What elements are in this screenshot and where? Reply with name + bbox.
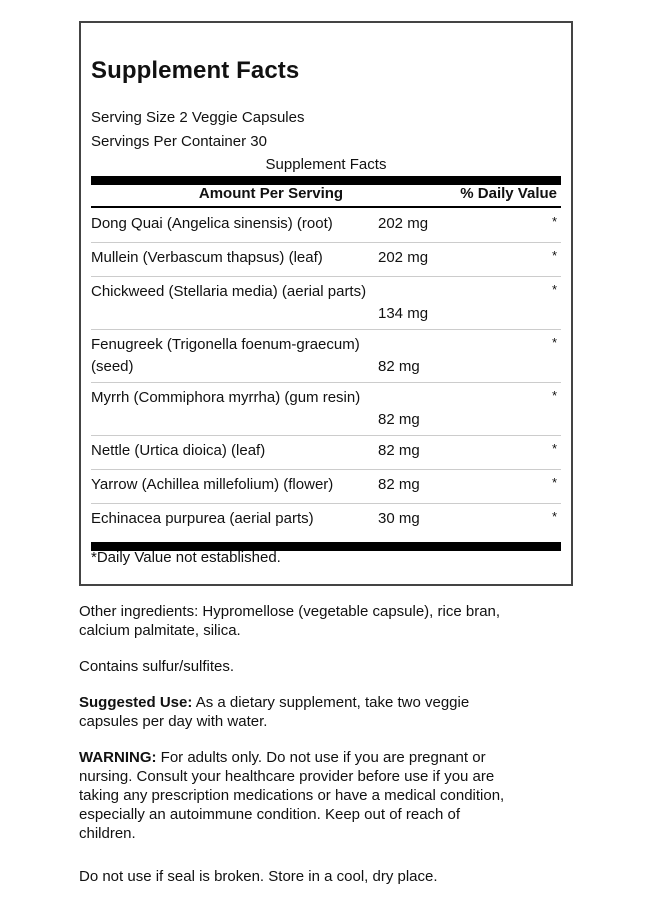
table-row [91, 330, 561, 383]
storage-text: Do not use if seal is broken. Store in a cool, dry place. [79, 868, 438, 885]
ingredient-name: Mullein (Verbascum thapsus) (leaf) [91, 249, 323, 266]
allergen-statement [79, 657, 579, 676]
table-caption: Supplement Facts [265, 156, 387, 173]
storage-instructions [79, 867, 579, 886]
suggested-use-text: As a dietary supplement, take two veggie [192, 694, 470, 711]
table-row [91, 209, 561, 243]
daily-value: * [551, 441, 557, 456]
warning-line-5: children. [79, 825, 136, 842]
daily-value: * [551, 214, 557, 229]
daily-value: * [551, 282, 557, 297]
serving-size: Serving Size 2 Veggie Capsules [91, 109, 305, 126]
daily-value: * [551, 248, 557, 263]
warning-text: For adults only. Do not use if you are pregnant or [156, 749, 486, 766]
ingredient-name: Myrrh (Commiphora myrrha) (gum resin) [91, 389, 361, 406]
ingredient-amount: 82 mg [378, 476, 420, 493]
ingredient-name: Fenugreek (Trigonella foenum-graecum) [91, 336, 360, 353]
table-row [91, 243, 561, 277]
supplement-facts-panel [79, 21, 573, 586]
other-ingredients-line-1: Other ingredients: Hypromellose (vegetable capsule), rice bran, [79, 603, 501, 620]
ingredient-amount: 30 mg [378, 510, 420, 527]
daily-value: * [551, 335, 557, 350]
suggested-use [79, 693, 579, 731]
other-ingredients-line-2: calcium palmitate, silica. [79, 622, 241, 639]
daily-value: * [551, 388, 557, 403]
ingredient-name: Dong Quai (Angelica sinensis) (root) [91, 215, 333, 232]
table-row [91, 277, 561, 330]
table-row [91, 383, 561, 436]
supplement-facts-content [91, 23, 561, 584]
panel-title: Supplement Facts [91, 57, 300, 84]
suggested-use-line-2: capsules per day with water. [79, 713, 268, 730]
warning-line-2: nursing. Consult your healthcare provider before use if you are [79, 768, 495, 785]
other-ingredients [79, 602, 579, 640]
header-divider [91, 206, 561, 208]
ingredient-amount: 82 mg [378, 442, 420, 459]
ingredient-amount: 202 mg [378, 249, 429, 266]
warning-label: WARNING: [79, 749, 157, 766]
warning-line-4: especially an autoimmune condition. Keep out of reach of [79, 806, 461, 823]
header-amount-per-serving: Amount Per Serving [198, 185, 344, 202]
ingredient-table [91, 209, 561, 537]
servings-per-container: Servings Per Container 30 [91, 133, 267, 150]
ingredient-name: Echinacea purpurea (aerial parts) [91, 510, 314, 527]
daily-value: * [551, 509, 557, 524]
warning-line-3: taking any prescription medications or have a medical condition, [79, 787, 505, 804]
suggested-use-label: Suggested Use: [79, 694, 193, 711]
table-row [91, 436, 561, 470]
ingredient-amount: 82 mg [378, 358, 420, 375]
ingredient-name: Yarrow (Achillea millefolium) (flower) [91, 476, 334, 493]
table-row [91, 470, 561, 504]
contains-text: Contains sulfur/sulfites. [79, 658, 235, 675]
ingredient-name: Chickweed (Stellaria media) (aerial parts) [91, 283, 367, 300]
ingredient-amount: 82 mg [378, 411, 420, 428]
daily-value: * [551, 475, 557, 490]
header-daily-value: % Daily Value [460, 185, 557, 202]
ingredient-amount: 202 mg [378, 215, 429, 232]
ingredient-name: Nettle (Urtica dioica) (leaf) [91, 442, 266, 459]
ingredient-amount: 134 mg [378, 305, 429, 322]
daily-value-footnote: *Daily Value not established. [91, 549, 281, 566]
table-header [91, 184, 561, 206]
ingredient-part: (seed) [91, 358, 134, 375]
table-row [91, 504, 561, 537]
warning-section [79, 748, 579, 843]
